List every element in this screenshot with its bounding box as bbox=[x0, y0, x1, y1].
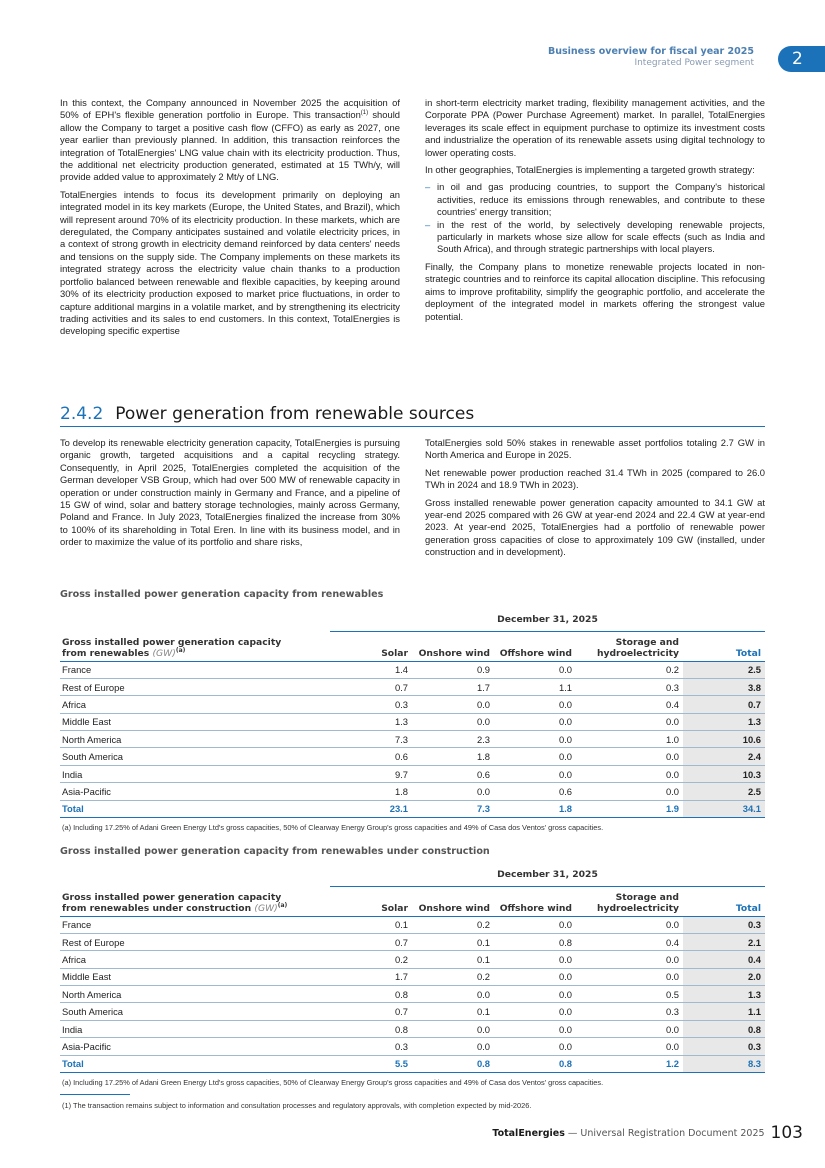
col-header-storage: Storage and hydroelectricity bbox=[576, 886, 683, 916]
onshore-value: 0.8 bbox=[412, 1055, 494, 1072]
row-label: France bbox=[60, 661, 330, 678]
storage-value: 0.0 bbox=[576, 1020, 683, 1037]
table2-caption: Gross installed power generation capacity from renewables under construction bbox=[60, 846, 490, 857]
onshore-value: 0.1 bbox=[412, 951, 494, 968]
page-footnote: (1) The transaction remains subject to information and consultation processes and regulatory approvals, with completion expected by mid-2026. bbox=[62, 1101, 532, 1110]
onshore-value: 0.0 bbox=[412, 696, 494, 713]
offshore-value: 0.0 bbox=[494, 1020, 576, 1037]
offshore-value: 0.0 bbox=[494, 661, 576, 678]
section-right-column bbox=[425, 437, 765, 564]
storage-value: 1.9 bbox=[576, 800, 683, 817]
total-value: 2.4 bbox=[683, 748, 765, 765]
solar-value: 0.3 bbox=[330, 1038, 412, 1055]
section-paragraph: TotalEnergies sold 50% stakes in renewable asset portfolios totaling 2.7 GW in North America and Europe in 2025. bbox=[425, 437, 765, 461]
total-row bbox=[60, 800, 765, 817]
col-header-offshore: Offshore wind bbox=[494, 631, 576, 661]
total-value: 10.6 bbox=[683, 731, 765, 748]
row-label: North America bbox=[60, 986, 330, 1003]
storage-value: 0.0 bbox=[576, 748, 683, 765]
row-label: Middle East bbox=[60, 968, 330, 985]
total-value: 0.4 bbox=[683, 951, 765, 968]
table-row bbox=[60, 731, 765, 748]
page-number: 103 bbox=[770, 1123, 803, 1143]
table-row bbox=[60, 696, 765, 713]
table2-body bbox=[60, 916, 765, 1073]
solar-value: 0.7 bbox=[330, 678, 412, 695]
storage-value: 1.2 bbox=[576, 1055, 683, 1072]
row-label: Asia-Pacific bbox=[60, 1038, 330, 1055]
storage-value: 0.3 bbox=[576, 678, 683, 695]
row-label: Asia-Pacific bbox=[60, 783, 330, 800]
table1-footnote: (a) Including 17.25% of Adani Green Energy Ltd's gross capacities, 50% of Clearway Energy Group's gross capacities and 49% of Casa dos Ventos' gross capacities. bbox=[62, 823, 604, 832]
row-label-header: Gross installed power generation capacity from renewables (GW)$^{(a)}$ bbox=[60, 631, 330, 661]
row-label-header: Gross installed power generation capacity from renewables under construction (GW)$^{(a)}$ bbox=[60, 886, 330, 916]
total-value: 0.7 bbox=[683, 696, 765, 713]
row-label: Total bbox=[60, 1055, 330, 1072]
intro-paragraph: Finally, the Company plans to monetize renewable projects located in non-strategic countries and to reinforce its capital allocation discipline. This refocusing aims to improve profitability, simplify the geographic portfolio, and accelerate the deployment of the integrated model in markets offering the strongest value potential. bbox=[425, 260, 765, 322]
offshore-value: 0.0 bbox=[494, 916, 576, 933]
offshore-value: 0.0 bbox=[494, 765, 576, 782]
storage-value: 0.0 bbox=[576, 916, 683, 933]
storage-value: 0.0 bbox=[576, 783, 683, 800]
onshore-value: 0.0 bbox=[412, 1020, 494, 1037]
table-row bbox=[60, 1003, 765, 1020]
storage-value: 0.4 bbox=[576, 933, 683, 950]
storage-value: 0.2 bbox=[576, 661, 683, 678]
storage-value: 0.3 bbox=[576, 1003, 683, 1020]
table-row bbox=[60, 783, 765, 800]
row-label: South America bbox=[60, 748, 330, 765]
section-title bbox=[60, 404, 765, 427]
storage-value: 0.0 bbox=[576, 713, 683, 730]
footer-doc-title: — Universal Registration Document 2025 bbox=[564, 1128, 765, 1139]
list-item: – in oil and gas producing countries, to support the Company's historical activities, reduce its emissions through renewables, and contribute to these countries' energy transition; bbox=[425, 181, 765, 218]
table1-body bbox=[60, 661, 765, 818]
total-value: 0.8 bbox=[683, 1020, 765, 1037]
row-label: Africa bbox=[60, 696, 330, 713]
footnote-ref: (1) bbox=[360, 110, 369, 117]
table-row bbox=[60, 951, 765, 968]
intro-paragraph: In other geographies, TotalEnergies is implementing a targeted growth strategy: bbox=[425, 164, 755, 176]
header-title: Business overview for fiscal year 2025 bbox=[548, 46, 754, 57]
onshore-value: 1.7 bbox=[412, 678, 494, 695]
table-row bbox=[60, 986, 765, 1003]
offshore-value: 0.0 bbox=[494, 1003, 576, 1020]
page-footer bbox=[492, 1121, 803, 1143]
table-row bbox=[60, 968, 765, 985]
onshore-value: 0.0 bbox=[412, 783, 494, 800]
onshore-value: 0.6 bbox=[412, 765, 494, 782]
storage-value: 0.4 bbox=[576, 696, 683, 713]
section-heading: Power generation from renewable sources bbox=[115, 404, 475, 424]
offshore-value: 0.6 bbox=[494, 783, 576, 800]
offshore-value: 0.0 bbox=[494, 1038, 576, 1055]
table-row bbox=[60, 661, 765, 678]
onshore-value: 1.8 bbox=[412, 748, 494, 765]
solar-value: 7.3 bbox=[330, 731, 412, 748]
total-value: 1.3 bbox=[683, 986, 765, 1003]
solar-value: 1.8 bbox=[330, 783, 412, 800]
total-value: 0.3 bbox=[683, 1038, 765, 1055]
solar-value: 0.1 bbox=[330, 916, 412, 933]
col-header-total: Total bbox=[683, 886, 765, 916]
note-ref: (a) bbox=[277, 901, 288, 909]
col-header-offshore: Offshore wind bbox=[494, 886, 576, 916]
offshore-value: 1.8 bbox=[494, 800, 576, 817]
col-header-onshore: Onshore wind bbox=[412, 886, 494, 916]
row-label: Total bbox=[60, 800, 330, 817]
footnote-divider bbox=[60, 1094, 130, 1095]
table-row bbox=[60, 765, 765, 782]
onshore-value: 0.0 bbox=[412, 986, 494, 1003]
intro-paragraph: TotalEnergies intends to focus its development primarily on deploying an integrated model in its key markets (Europe, the United States, and Brazil), which will represent around 70% of its electricity production. In these markets, which are deregulated, the Company anticipates sustained and volatile electricity prices, in a context of strong growth in electricity demand reinforced by data centers' needs and tensions on the supply side. The Company implements on these markets its integrated strategy across the electricity value chain thanks to a production portfolio balanced between renewable and flexible capacities, by keeping around 30% of its electricity production exposed to market price fluctuations, in order to capture additional margins in a volatile market, and by strengthening its electricity trading activities and its sales to end customers. In this context, TotalEnergies is developing specific expertise bbox=[60, 188, 400, 337]
intro-paragraph: In this context, the Company announced in November 2025 the acquisition of 50% of EPH's flexible generation portfolio in Europe. This transaction$^{(1)}$ should allow the Company to target a positive cash flow (CFFO) as early as 2027, one year earlier than previously planned. In addition, this transaction reinforces the integration of TotalEnergies' LNG value chain with its electricity production. Thus, the additional net electricity production generated, estimated at 15 TWh/y, will provide added value to approximately 2 Mt/y of LNG. bbox=[60, 97, 400, 183]
table1-renewables-installed bbox=[60, 609, 765, 818]
row-label: South America bbox=[60, 1003, 330, 1020]
solar-value: 0.7 bbox=[330, 1003, 412, 1020]
onshore-value: 7.3 bbox=[412, 800, 494, 817]
onshore-value: 0.0 bbox=[412, 1038, 494, 1055]
unit-label: (GW) bbox=[254, 902, 278, 914]
onshore-value: 0.1 bbox=[412, 1003, 494, 1020]
total-value: 2.0 bbox=[683, 968, 765, 985]
total-value: 2.1 bbox=[683, 933, 765, 950]
solar-value: 0.3 bbox=[330, 696, 412, 713]
storage-value: 0.0 bbox=[576, 765, 683, 782]
offshore-value: 0.0 bbox=[494, 713, 576, 730]
section-paragraph: Net renewable power production reached 31.4 TWh in 2025 (compared to 26.0 TWh in 2024 and 18.9 TWh in 2023). bbox=[425, 466, 765, 491]
row-label: Rest of Europe bbox=[60, 933, 330, 950]
row-label: India bbox=[60, 1020, 330, 1037]
table-row bbox=[60, 713, 765, 730]
onshore-value: 0.1 bbox=[412, 933, 494, 950]
chapter-badge: 2 bbox=[778, 46, 825, 72]
solar-value: 1.3 bbox=[330, 713, 412, 730]
solar-value: 5.5 bbox=[330, 1055, 412, 1072]
col-header-total: Total bbox=[683, 631, 765, 661]
period-header: December 31, 2025 bbox=[330, 609, 765, 631]
col-header-solar: Solar bbox=[330, 631, 412, 661]
strategy-list bbox=[425, 181, 765, 255]
total-value: 1.1 bbox=[683, 1003, 765, 1020]
total-value: 2.5 bbox=[683, 661, 765, 678]
offshore-value: 0.0 bbox=[494, 986, 576, 1003]
row-label: Africa bbox=[60, 951, 330, 968]
onshore-value: 0.9 bbox=[412, 661, 494, 678]
offshore-value: 0.0 bbox=[494, 696, 576, 713]
total-value: 2.5 bbox=[683, 783, 765, 800]
table-row bbox=[60, 933, 765, 950]
table-row bbox=[60, 678, 765, 695]
storage-value: 0.0 bbox=[576, 1038, 683, 1055]
onshore-value: 2.3 bbox=[412, 731, 494, 748]
solar-value: 9.7 bbox=[330, 765, 412, 782]
offshore-value: 0.0 bbox=[494, 748, 576, 765]
note-ref: (a) bbox=[175, 646, 186, 654]
col-header-onshore: Onshore wind bbox=[412, 631, 494, 661]
total-value: 3.8 bbox=[683, 678, 765, 695]
solar-value: 1.7 bbox=[330, 968, 412, 985]
onshore-value: 0.2 bbox=[412, 968, 494, 985]
header-subtitle: Integrated Power segment bbox=[634, 58, 754, 68]
total-value: 1.3 bbox=[683, 713, 765, 730]
total-value: 0.3 bbox=[683, 916, 765, 933]
table2-footnote: (a) Including 17.25% of Adani Green Energy Ltd's gross capacities, 50% of Clearway Energy Group's gross capacities and 49% of Casa dos Ventos' gross capacities. bbox=[62, 1078, 604, 1087]
storage-value: 0.0 bbox=[576, 968, 683, 985]
offshore-value: 0.8 bbox=[494, 1055, 576, 1072]
list-item: – in the rest of the world, by selectively developing renewable projects, particularly in markets whose size allow for scale effects (such as India and South Africa), and through strategic partnerships with local players. bbox=[425, 219, 765, 256]
solar-value: 0.6 bbox=[330, 748, 412, 765]
offshore-value: 0.0 bbox=[494, 731, 576, 748]
total-value: 34.1 bbox=[683, 800, 765, 817]
table-row bbox=[60, 1038, 765, 1055]
col-header-solar: Solar bbox=[330, 886, 412, 916]
solar-value: 1.4 bbox=[330, 661, 412, 678]
row-label: Rest of Europe bbox=[60, 678, 330, 695]
offshore-value: 0.0 bbox=[494, 951, 576, 968]
offshore-value: 0.0 bbox=[494, 968, 576, 985]
unit-label: (GW) bbox=[152, 647, 176, 659]
total-value: 10.3 bbox=[683, 765, 765, 782]
solar-value: 0.8 bbox=[330, 986, 412, 1003]
intro-left-column bbox=[60, 97, 400, 343]
solar-value: 0.8 bbox=[330, 1020, 412, 1037]
period-header: December 31, 2025 bbox=[330, 864, 765, 886]
running-header bbox=[548, 46, 754, 69]
row-label: North America bbox=[60, 731, 330, 748]
row-label: France bbox=[60, 916, 330, 933]
table1-caption: Gross installed power generation capacity from renewables bbox=[60, 589, 384, 600]
row-label: India bbox=[60, 765, 330, 782]
solar-value: 23.1 bbox=[330, 800, 412, 817]
total-value: 8.3 bbox=[683, 1055, 765, 1072]
solar-value: 0.7 bbox=[330, 933, 412, 950]
section-paragraph: Gross installed renewable power generation capacity amounted to 34.1 GW at year-end 2025 compared with 26 GW at year-end 2024 and 22.4 GW at year-end 2023. At year-end 2025, TotalEnergies had a portfolio of renewable power generation gross capacities of close to approximately 109 GW (installed, under construction and in development). bbox=[425, 496, 765, 558]
table2-renewables-under-construction bbox=[60, 864, 765, 1073]
row-label: Middle East bbox=[60, 713, 330, 730]
storage-value: 0.5 bbox=[576, 986, 683, 1003]
section-paragraph: To develop its renewable electricity generation capacity, TotalEnergies is pursuing organic growth, targeted acquisitions and a capital recycling strategy. Consequently, in April 2025, TotalEnergies completed the acquisition of the German developer VSB Group, which had over 500 MW of renewable capacity in operation or under construction mainly in Germany and France, and a pipeline of 15 GW of wind, solar and battery storage technologies, mainly across Germany, Poland and France. In July 2023, TotalEnergies finalized the increase from 30% to 100% of its shareholding in Total Eren. In line with its business model, and in order to maximize the value of its portfolio and share risks, bbox=[60, 437, 400, 548]
offshore-value: 1.1 bbox=[494, 678, 576, 695]
onshore-value: 0.2 bbox=[412, 916, 494, 933]
table-row bbox=[60, 748, 765, 765]
intro-paragraph: in short-term electricity market trading, flexibility management activities, and the Corporate PPA (Power Purchase Agreement) market. In parallel, TotalEnergies leverages its scale effect in equipment purchase to optimize its investment costs and industrialize the operation of its renewable assets using digital technology to lower operating costs. bbox=[425, 97, 765, 158]
section-left-column bbox=[60, 437, 400, 554]
col-header-storage: Storage and hydroelectricity bbox=[576, 631, 683, 661]
total-row bbox=[60, 1055, 765, 1072]
storage-value: 1.0 bbox=[576, 731, 683, 748]
offshore-value: 0.8 bbox=[494, 933, 576, 950]
solar-value: 0.2 bbox=[330, 951, 412, 968]
table-row bbox=[60, 1020, 765, 1037]
section-number: 2.4.2 bbox=[60, 404, 104, 424]
storage-value: 0.0 bbox=[576, 951, 683, 968]
onshore-value: 0.0 bbox=[412, 713, 494, 730]
intro-right-column bbox=[425, 97, 765, 328]
table-row bbox=[60, 916, 765, 933]
footer-brand: TotalEnergies bbox=[492, 1128, 565, 1139]
